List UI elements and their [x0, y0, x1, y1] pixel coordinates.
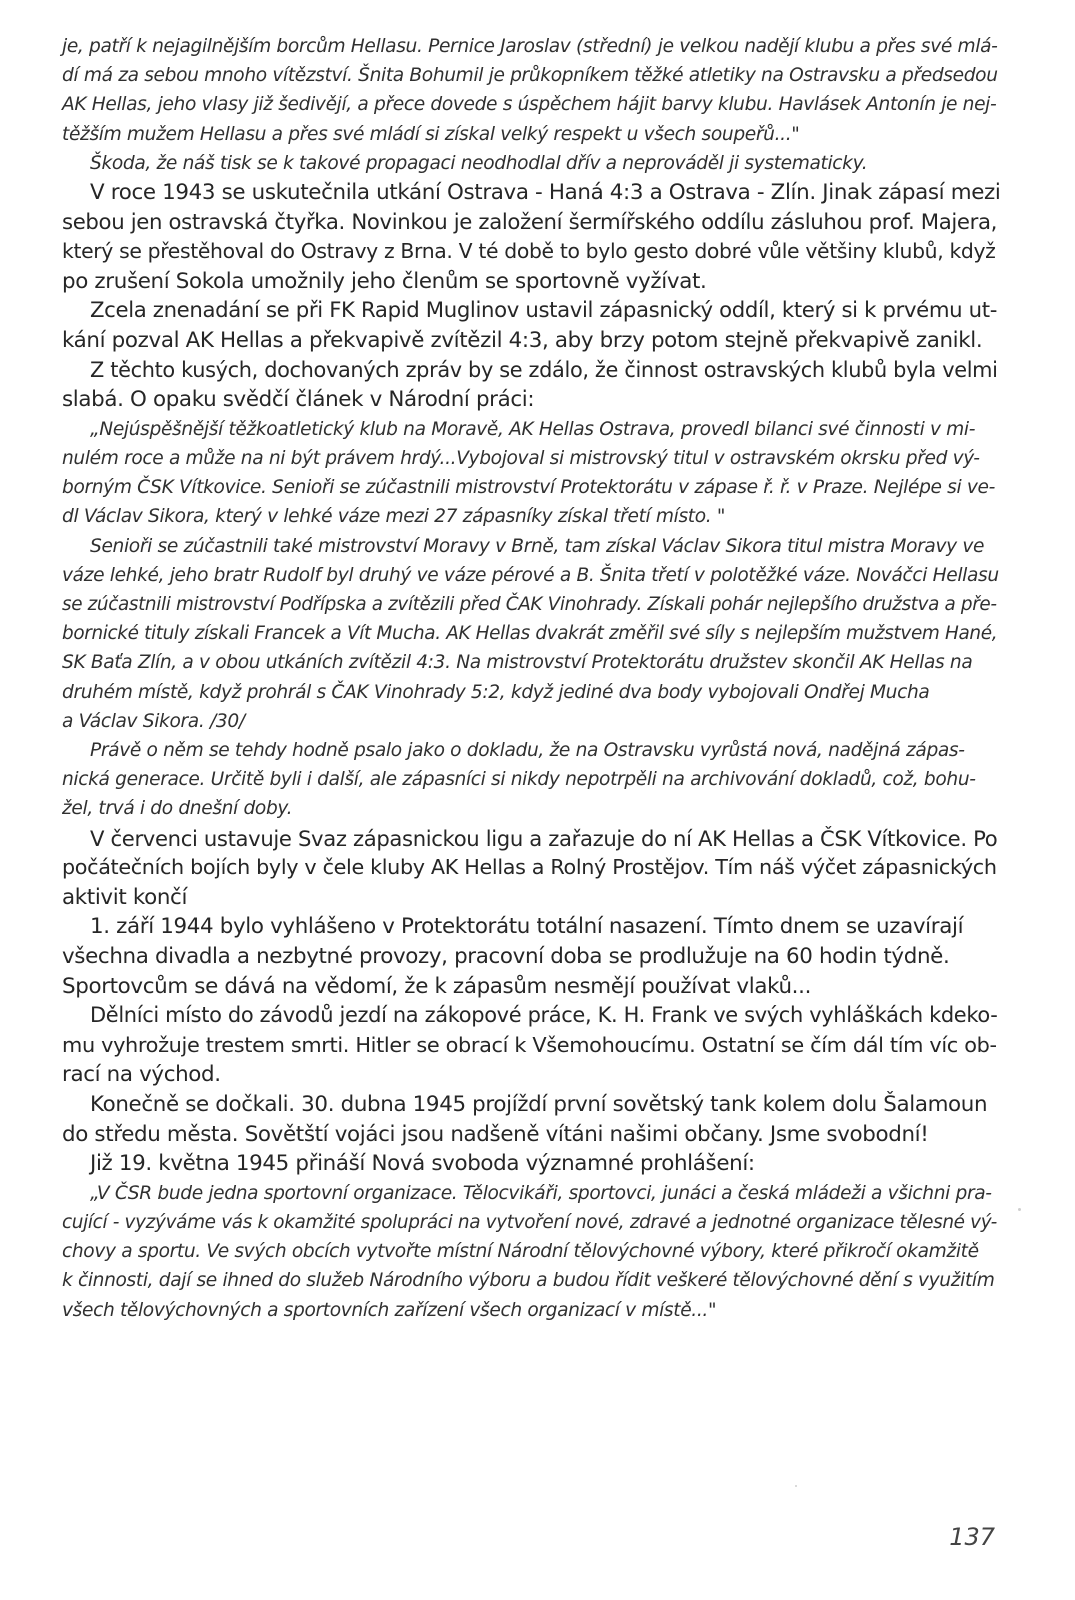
text-line: Již 19. května 1945 přináší Nová svoboda významné prohlášení: [90, 1151, 755, 1177]
text-line: počátečních bojích byly v čele kluby AK Hellas a Rolný Prostějov. Tím náš výčet zápasnických [62, 855, 997, 880]
text-line: Senioři se zúčastnili také mistrovství Moravy v Brně, tam získal Václav Sikora titul mistra Moravy ve [90, 535, 985, 557]
text-line: slabá. O opaku svědčí článek v Národní práci: [62, 387, 535, 413]
text-line: Právě o něm se tehdy hodně psalo jako o dokladu, že na Ostravsku vyrůstá nová, nadějná zápas- [90, 740, 965, 761]
text-line: „V ČSR bude jedna sportovní organizace. Tělocvikáři, sportovci, junáci a česká mládeži a všichni pra- [90, 1182, 992, 1204]
text-line: všechna divadla a nezbytné provozy, pracovní doba se prodlužuje na 60 hodin týdně. [62, 943, 950, 969]
paragraph [62, 415, 1002, 532]
text-line: dí má za sebou mnoho vítězství. Šnita Bohumil je průkopníkem těžké atletiky na Ostravsku a předsedou [62, 65, 998, 87]
text-line: cující - vyzýváme vás k okamžité spolupráci na vytvoření nové, zdravé a jednotné organizace tělesné vý- [62, 1211, 997, 1233]
text-line: sebou jen ostravská čtyřka. Novinkou je založení šermířského oddílu zásluhou prof. Majera, [62, 209, 998, 235]
text-line: SK Baťa Zlín, a v obou utkáních zvítězil 4:3. Na mistrovství Protektorátu družstev skončil AK Hellas na [62, 652, 973, 674]
text-line: nulém roce a může na ni být právem hrdý...Vybojoval si mistrovský titul v ostravském okrsku před vý- [62, 447, 980, 469]
text-line: Sportovcům se dává na vědomí, že k zápasům nesmějí používat vlaků... [62, 973, 812, 999]
text-line: Konečně se dočkali. 30. dubna 1945 projíždí první sovětský tank kolem dolu Šalamoun [90, 1091, 988, 1117]
text-line: V červenci ustavuje Svaz zápasnickou ligu a zařazuje do ní AK Hellas a ČSK Vítkovice. Po [90, 825, 998, 851]
text-line: V roce 1943 se uskutečnila utkání Ostrava - Haná 4:3 a Ostrava - Zlín. Jinak zápasí mezi [90, 180, 1001, 206]
text-line: Škoda, že náš tisk se k takové propagaci neodhodlal dřív a neprováděl ji systematicky. [90, 152, 868, 174]
text-line: je, patří k nejagilnějším borcům Hellasu. Pernice Jaroslav (střední) je velkou nadějí klubu a přes své mlá- [62, 36, 998, 57]
scan-speck [795, 1485, 797, 1487]
text-flow [62, 32, 1002, 1325]
paragraph [62, 532, 1002, 736]
text-line: k činnosti, dají se ihned do služeb Národního výboru a budou řídit veškeré tělovýchovné dění s využitím [62, 1270, 995, 1292]
text-line: Zcela znenadání se při FK Rapid Muglinov ustavil zápasnický oddíl, který si k prvému ut- [90, 298, 998, 324]
paragraph [62, 824, 1002, 913]
paragraph [62, 356, 1002, 415]
text-line: dl Václav Sikora, který v lehké váze mezi 27 zápasníky získal třetí místo. " [62, 506, 726, 528]
paragraph [62, 736, 1002, 824]
text-line: žel, trvá i do dnešní doby. [62, 798, 293, 820]
text-line: druhém místě, když prohrál s ČAK Vinohrady 5:2, když jediné dva body vybojovali Ondřej Mucha [62, 681, 930, 703]
text-line: a Václav Sikora. /30/ [62, 710, 245, 732]
text-line: do středu města. Sovětští vojáci jsou nadšeně vítáni našimi občany. Jsme svobodní! [62, 1121, 929, 1147]
text-line: Dělníci místo do závodů jezdí na zákopové práce, K. H. Frank ve svých vyhláškách kdeko- [90, 1003, 998, 1028]
text-line: mu vyhrožuje trestem smrti. Hitler se obrací k Všemohoucímu. Ostatní se čím dál tím víc ob- [62, 1032, 997, 1057]
text-line: Z těchto kusých, dochovaných zpráv by se zdálo, že činnost ostravských klubů byla velmi [90, 357, 998, 382]
text-line: aktivit končí [62, 884, 188, 910]
paragraph [62, 149, 1002, 178]
text-line: nická generace. Určitě byli i další, ale zápasníci si nikdy nepotrpěli na archivování dokladů, což, bohu- [62, 769, 976, 791]
text-line: všech tělovýchovných a sportovních zařízení všech organizací v místě..." [62, 1299, 717, 1321]
text-line: 1. září 1944 bylo vyhlášeno v Protektorátu totální nasazení. Tímto dnem se uzavírají [90, 914, 964, 940]
text-line: po zrušení Sokola umožnily jeho členům se sportovně vyžívat. [62, 268, 707, 294]
page-body [62, 32, 1002, 1325]
scan-speck [1018, 1208, 1021, 1211]
paragraph [62, 1179, 1002, 1325]
paragraph [62, 178, 1002, 296]
text-line: těžším mužem Hellasu a přes své mládí si získal velký respekt u všech soupeřů..." [62, 123, 800, 145]
paragraph [62, 1149, 1002, 1179]
page-number: 137 [949, 1523, 995, 1551]
text-line: kání pozval AK Hellas a překvapivě zvítězil 4:3, aby brzy potom stejně překvapivě zanikl. [62, 327, 983, 353]
text-line: rací na východ. [62, 1062, 221, 1088]
text-line: borným ČSK Vítkovice. Senioři se zúčastnili mistrovství Protektorátu v zápase ř. ř. v Praze. Nejlépe si ve- [62, 477, 996, 499]
paragraph [62, 912, 1002, 1001]
paragraph [62, 32, 1002, 149]
text-line: „Nejúspěšnější těžkoatletický klub na Moravě, AK Hellas Ostrava, provedl bilanci své činnosti v mi- [90, 418, 976, 440]
text-line: který se přestěhoval do Ostravy z Brna. V té době to bylo gesto dobré vůle většiny klubů, když [62, 239, 996, 264]
text-line: váze lehké, jeho bratr Rudolf byl druhý ve váze pérové a B. Šnita třetí v polotěžké váze. Nováčci Hellasu [62, 564, 999, 586]
text-line: se zúčastnili mistrovství Podřípska a zvítězili před ČAK Vinohrady. Získali pohár nejlepšího družstva a pře- [62, 593, 997, 615]
paragraph [62, 296, 1002, 355]
paragraph [62, 1001, 1002, 1090]
text-line: AK Hellas, jeho vlasy již šedivějí, a přece dovede s úspěchem hájit barvy klubu. Havlásek Antonín je nej- [62, 94, 997, 116]
text-line: chovy a sportu. Ve svých obcích vytvořte místní Národní tělovýchovné výbory, které přikročí okamžitě [62, 1241, 979, 1263]
text-line: bornické tituly získali Francek a Vít Mucha. AK Hellas dvakrát změřil své síly s nejlepším mužstvem Hané, [62, 623, 998, 645]
paragraph [62, 1090, 1002, 1149]
